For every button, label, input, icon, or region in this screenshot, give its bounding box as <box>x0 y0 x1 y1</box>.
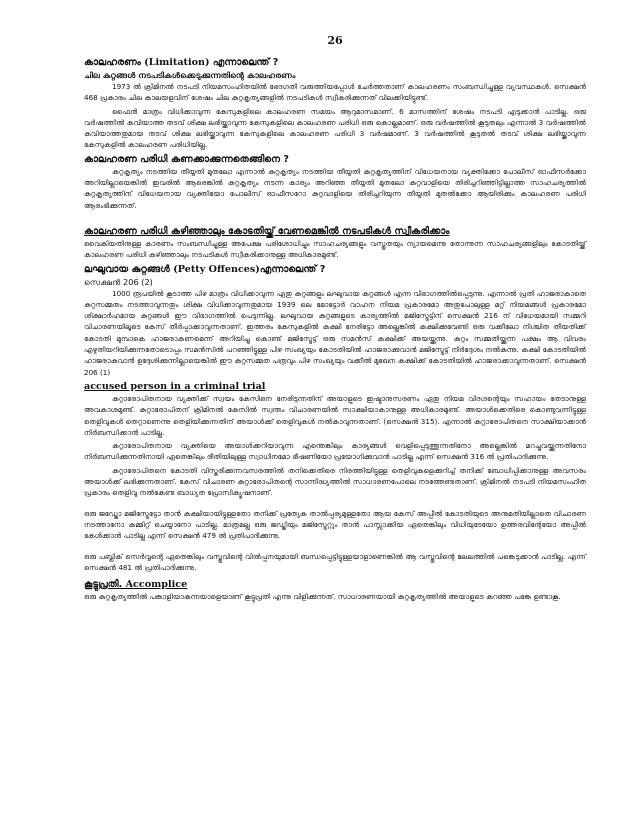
paragraph: കുറ്റാരോപിതനായ വ്യക്തിക്ക് സ്വയം കേസിനെ നേരിടുന്നതിന് അയാളുടെ ഇഷ്ടാനുസരണം ഏതു നിയമ വിദഗ്ദന്റെയും സഹായം തേടാനുള്ള അവകാശമുണ്ട്. കുറ്റാരോപിതന് ക്രിമിനൽ കേസിൽ സ്വന്തം വിചാരണയിൽ സാക്ഷിയാകാനുള്ള അധികാരമുണ്ട്. അയാൾക്കെതിരെ കൊണ്ടുവന്നിട്ടുള്ള തെളിവുകൾ തെറ്റാണെന്നു തെളിയിക്കുന്നതിന് അയാൾക്ക് തെളിവുകൾ നൽകാവുന്നതാണ്. (സെക്ഷൻ 315). എന്നാൽ കുറ്റാരോപിതനെ സാക്ഷിയാക്കാൻ നിർബന്ധിക്കാൻ പാടില്ല. <box>84 393 586 437</box>
heading-ml: ലഘുവായ കുറ്റങ്ങൾ <box>84 263 174 275</box>
sub-heading-section: സെക്ഷൻ 206 (2) <box>84 276 153 287</box>
paragraph: ഒരു കുറ്റകൃത്യത്തിൽ പങ്കാളിയാകുന്നയാളെയാണ് കൂട്ടുപ്രതി എന്നു വിളിക്കുന്നത്. സാധാരണയായി കുറ്റകൃത്യത്തിൽ അയാളുടെ കുറഞ്ഞ പങ്കേ ഉണ്ടാകൂ. <box>84 592 561 602</box>
heading-calc-limitation: കാലഹരണ പരിധി കണക്കാക്കുന്നതെങ്ങിനെ ? <box>84 153 289 165</box>
heading-ml: കാലഹരണം <box>84 57 145 68</box>
heading-petty-offences <box>84 263 586 276</box>
heading-limitation <box>84 56 586 69</box>
heading-en: accused person in a criminal trial <box>84 380 266 392</box>
paragraph: കുറ്റാരോപിതനായ വ്യക്തിയെ അയാൾക്കറിയാവുന്ന എന്തെങ്കിലും കാര്യങ്ങൾ വെളിപ്പെടുത്തുന്നതിനോ അല്ലെങ്കിൽ മറച്ചുവയ്ക്കുന്നതിനോ നിർബന്ധിക്കുന്നതിനായി ഏതെങ്കിലും രീതിയിലുള്ള സ്വാധീനമോ ഭീഷണിയോ പ്രയോഗിക്കുവാൻ പാടില്ല എന്ന് സെക്ഷൻ 316 ൽ പ്രതിപാദിക്കുന്നു. <box>84 441 586 462</box>
paragraph: ഫൈൻ മാത്രം വിധിക്കാവുന്ന കേസുകളിലെ കാലഹരണ സമയം ആറുമാസമാണ്. 6 മാസത്തിന് ശേഷം നടപടി എടുക്കാൻ പാടില്ല. ഒരു വർഷത്തിൽ കവിയാത്ത തടവ് ശിക്ഷ ലഭിയ്ക്കാവുന്ന കേസുകളിലെ കാലഹരണ പരിധി ഒരു കൊല്ലമാണ്. ഒരു വർഷത്തിൽ കൂടുതലും എന്നാൽ 3 വർഷത്തിൽ കവിയാത്തതുമായ തടവ് ശിക്ഷ ലഭിയ്ക്കാവുന്ന കേസുകളിലെ കാലഹരണ പരിധി 3 വർഷമാണ്. 3 വർഷത്തിൽ കൂടുതൽ തടവ് ശിക്ഷ ലഭിയ്ക്കാവുന്ന കേസുകളിൽ കാലഹരണ പരിധിയില്ല. <box>84 106 586 150</box>
paragraph: ഒരു ജഡ്ജോ മജിസ്ട്രേട്ടോ താൻ കക്ഷിയായിട്ടുള്ളതോ തനിക്ക് പ്രത്യേക താൽപ്പര്യമുള്ളതോ ആയ കേസ് അപ്പീൽ കോടതിയുടെ അനുമതിയില്ലാതെ വിചാരണ നടത്താനോ കമ്മിറ്റ് ചെയ്യാനോ പാടില്ല. മാത്രമല്ല ഒരു ജഡ്ജിയും മജിസ്ട്രേറ്റും താൻ പാസ്സാക്കിയ ഏതെങ്കിലും വിധിയുടേയോ ഉത്തരവിന്റേയോ അപ്പീൽ കേൾക്കാൻ പാടില്ല എന്ന് സെക്ഷൻ 479 ൽ പ്രതിപാദിക്കുന്നു. <box>84 508 586 541</box>
heading-en: (Petty Offences) <box>173 263 260 275</box>
paragraph: കുറ്റകൃത്യം നടത്തിയ തീയ്യതി മുതലോ എന്നാൽ കുറ്റകൃത്യം നടത്തിയ തീയ്യതി കുറ്റകൃത്യത്തിന് വിധേയനായ വ്യക്തിക്കോ പോലീസ് ഓഫീസർക്കോ അറിയില്ലായെങ്കിൽ ഇവരിൽ ആരെങ്കിൽ കുറ്റകൃത്യം നടന്ന കാര്യം അറിഞ്ഞ തീയ്യതി മുതലോ കുറ്റവാളിയെ തിരിച്ചറിഞ്ഞിട്ടില്ലാത്ത സാഹചര്യത്തിൽ കുറ്റകൃത്യത്തിന് വിധേയനായ വ്യക്തിയോ പോലീസ് ഓഫീസറോ കുറ്റവാളിയെ തിരിച്ചറിയുന്ന തീയ്യതി മുതൽക്കോ ആയിരിക്കും കാലഹരണ പരിധി ആരംഭിക്കുന്നത്. <box>84 166 586 210</box>
heading-en: (Limitation) <box>144 57 210 68</box>
heading-tail: എന്നാലെന്ത് ? <box>259 263 326 275</box>
paragraph: വൈകിയതിനുള്ള കാരണം സംബന്ധിച്ചുള്ള അപേക്ഷ പരിശോധിച്ചും സാഹചര്യങ്ങളും വസ്തുതയും ന്യായമെന്നു തോന്നുന്ന സാഹചര്യങ്ങളിലും കോടതിയ്ക്ക് കാലഹരണ പരിധി കഴിഞ്ഞാലും നടപടികൾ സ്വീകരിക്കാനുള്ള അധികാരമുണ്ട്. <box>84 238 586 260</box>
heading-accomplice <box>84 578 586 591</box>
sub-heading-limitation: ചില കുറ്റങ്ങൾ നടപടികൾക്കെടുക്കുന്നതിന്റെ കാലഹരണം <box>84 70 296 80</box>
paragraph: കുറ്റാരോപിതനെ കോടതി വിസ്തരിക്കുന്നവസരത്തിൽ തനിക്കെതിരെ നിരത്തിയിട്ടുള്ള തെളിവുകളെക്കുറിച്ച് തനിക്ക് ബോധിപ്പിക്കാനുള്ള അവസരം അയാൾക്ക് ലഭിക്കുന്നതാണ്. കേസ് വിചാരണ കുറ്റാരോപിതന്റെ സാന്നിദ്ധ്യത്തിൽ സാധാരണപോലെ നടത്തേണ്ടതാണ്. ക്രിമിനൽ നടപടി നിയമസംഹിത പ്രകാരം തെളിവു നൽകേണ്ട ബാധ്യത പ്രോസിക്യൂഷനാണ്. <box>84 465 586 498</box>
heading-tail: എന്നാലെന്ത് ? <box>209 57 279 68</box>
heading-ml: കൂട്ടുപ്രതി. <box>84 579 126 591</box>
paragraph: 1000 രൂപയിൽ കൂടാത്ത പിഴ മാത്രം വിധിക്കാവുന്ന ഏതു കുറ്റങ്ങളും ലഘുവായ കുറ്റങ്ങൾ എന്ന വിഭാഗത്തിൽപ്പെടുന്നു. എന്നാൽ പ്രതി ഹാജരാകാതെ കുറ്റസമ്മതം നടത്താവുന്നതും ശിക്ഷ വിധിക്കാവുന്നതുമായ 1939 ലെ മോട്ടോർ വാഹന നിയമ പ്രകാരമോ അതുപോലുള്ള മറ്റ് നിയമങ്ങൾ പ്രകാരമോ ശിക്ഷാർഹമായ കുറ്റങ്ങൾ ഈ വിഭാഗത്തിൽ പെടുന്നില്ല. ലഘുവായ കുറ്റങ്ങളുടെ കാര്യത്തിൽ മജിസ്ട്രേട്ടിന് സെക്ഷൻ 216 ന് വിധേയമായി സമ്മറി വിചാരണയിലൂടെ കേസ് തീർപ്പാക്കാവുന്നതാണ്. ഇത്തരം കേസുകളിൽ കക്ഷി നേരിട്ടോ അല്ലെങ്കിൽ കക്ഷിക്കുവേണ്ടി ഒരു വക്കീലോ നിശ്ചിത തീയതിക്ക് കോടതി മുമ്പാകെ ഹാജരാകണമെന്ന് അറിയിച്ചു കൊണ്ട് മജിസ്ട്രേട്ട് ഒരു സമൻസ് കക്ഷിക്ക് അയയ്ക്കുന്നു. കുറ്റം സമ്മതിയ്ക്കുന്ന പക്ഷം ആ വിവരം എഴുതിയറിയിക്കുന്നതോടൊപ്പം സമൻസിൽ പറഞ്ഞിട്ടുള്ള പിഴ സംഖ്യയും കോടതിയിൽ ഹാജരാക്കുവാൻ മജിസ്ട്രേട്ട് നിർദ്ദേശം നൽകുന്നു. കക്ഷി കോടതിയിൽ ഹാജരാകുവാൻ ഉദ്ദേശിക്കുന്നില്ലായെങ്കിൽ ഈ കുറ്റസമ്മത പത്രവും പിഴ സംഖ്യയും വക്കീൽ മുഖേന കക്ഷിക്ക് കോടതിയിൽ ഹാജരാക്കാവുന്നതാണ്. സെക്ഷൻ 206 (1) <box>84 288 586 377</box>
heading-accused-person <box>84 380 586 393</box>
page-number: 26 <box>327 34 343 47</box>
heading-court-discretion: കാലഹരണ പരിധി കഴിഞ്ഞാലും കോടതിയ്ക്ക് വേണമെങ്കിൽ നടപടികൾ സ്വീകരിക്കാം <box>84 225 450 237</box>
heading-en: Accomplice <box>125 579 188 591</box>
paragraph: 1973 ൽ ക്രിമിനൽ നടപടി നിയമസംഹിതയിൽ ഭേദഗതി വരുത്തിയപ്പോൾ ചേർത്തതാണ് കാലഹരണം സംബന്ധിച്ചുള്ള വ്യവസ്ഥകൾ. സെക്ഷൻ 468 പ്രകാരം ചില കാലയളവിന് ശേഷം ചില കുറ്റകൃത്യങ്ങളിൽ നടപടികൾ സ്വീകരിക്കുന്നത് വിലക്കിയിട്ടുണ്ട്. <box>84 82 586 103</box>
paragraph: ഒരു പബ്ലിക് സെർവ്വന്റെ ഏതെങ്കിലും വസ്തുവിന്റെ വിൽപ്പനയുമായി ബന്ധപ്പെട്ടിട്ടുള്ളയാളാണെങ്കിൽ ആ വസ്തുവിന്റെ ലേലത്തിൽ പങ്കെടുക്കാൻ പാടില്ല. എന്ന് സെക്ഷൻ 481 ൽ പ്രതിപാദിക്കുന്നു. <box>84 551 586 572</box>
